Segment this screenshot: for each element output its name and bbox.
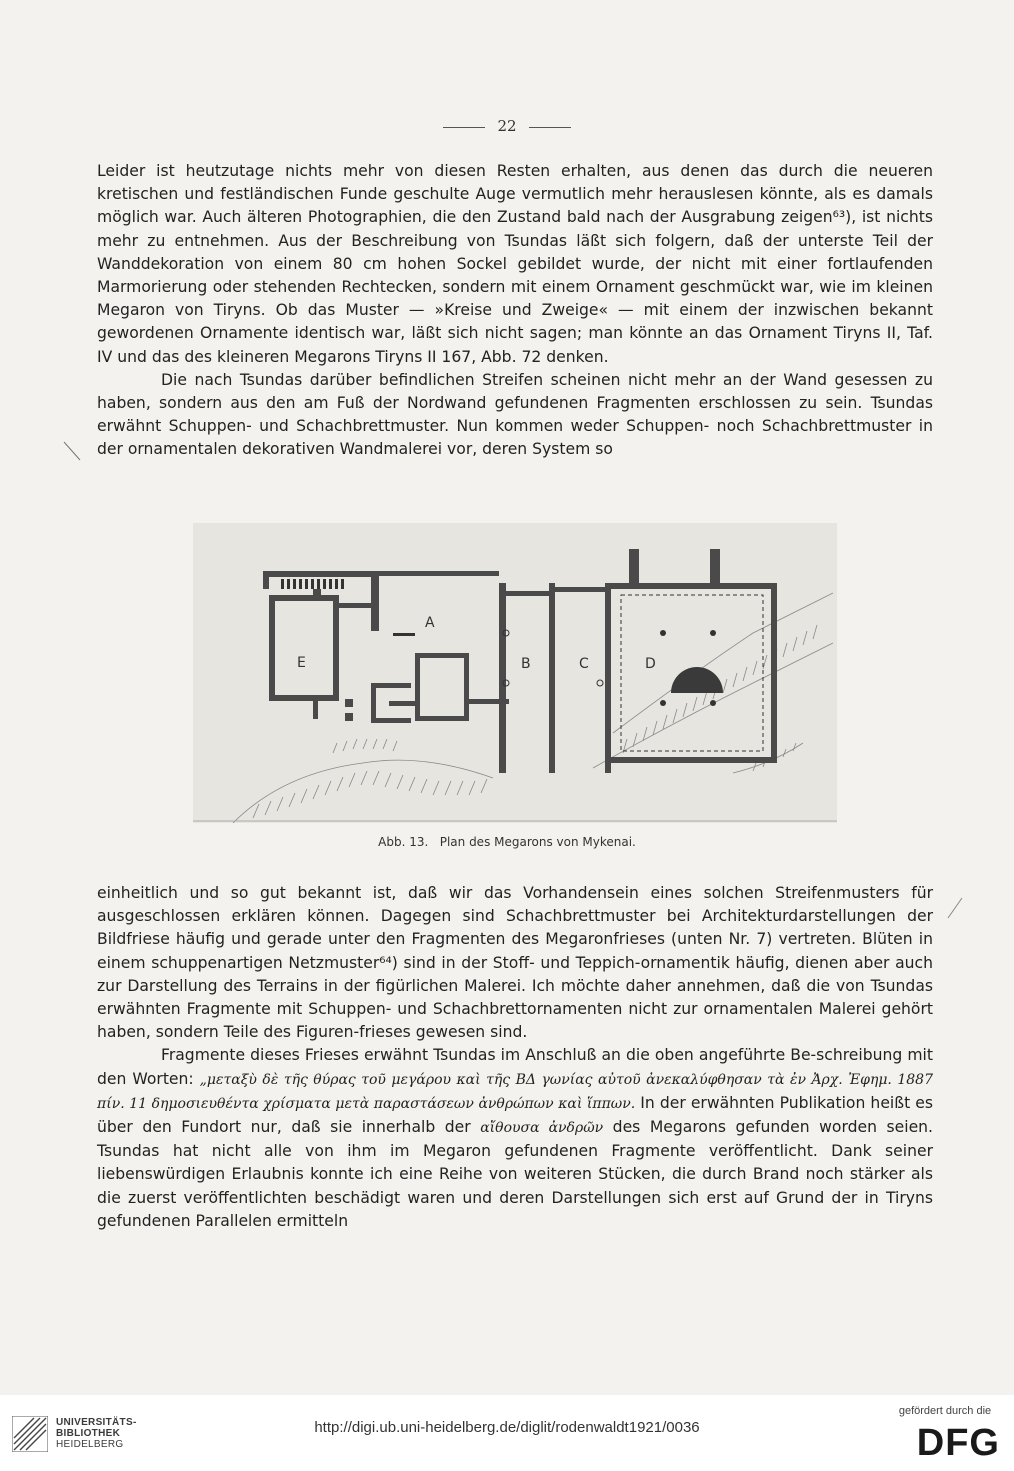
room-label-a: A bbox=[425, 615, 435, 631]
dfg-logo: DFG bbox=[916, 1422, 1000, 1464]
footer-bar bbox=[0, 1395, 1014, 1471]
room-label-b: B bbox=[521, 656, 531, 672]
body-text-top bbox=[97, 160, 933, 462]
column-base bbox=[660, 630, 666, 636]
room-label-d: D bbox=[645, 656, 656, 672]
page-number: 22 bbox=[0, 117, 1014, 135]
paragraph: Die nach Tsundas darüber befindlichen Streifen scheinen nicht mehr an der Wand gesessen zu haben, sondern aus den am Fuß der Nordwand gefundenen Fragmenten erschlossen zu sein. Tsundas erwähnt Schuppen- und Schachbrettmuster. Nun kommen weder Schuppen- noch Schachbrettmuster in der ornamentalen dekorativen Wandmalerei vor, deren System so bbox=[97, 370, 933, 459]
margin-mark bbox=[944, 896, 964, 922]
greek-term: αἴθουσα ἀνδρῶν bbox=[480, 1120, 604, 1137]
room-label-c: C bbox=[579, 656, 589, 672]
megaron-floor-plan bbox=[193, 523, 837, 823]
room-a-mark bbox=[393, 633, 415, 636]
library-name: UNIVERSITÄTS- BIBLIOTHEK HEIDELBERG bbox=[56, 1417, 137, 1450]
column-base bbox=[710, 700, 716, 706]
paragraph: Fragmente dieses Frieses erwähnt Tsundas im Anschluß an die oben angeführte Be-schreibung mit den Worten: „μεταξὺ δὲ τῆς θύρας τοῦ μεγάρου καὶ τῆς ΒΔ γωνίας αὐτοῦ ἀνεκαλύφθησαν τὰ ἐν Ἀρχ. Ἐφημ. 1887 πίν. 11 δημοσιευθέντα χρίσματα μετὰ παραστάσεων ἀνθρώπων καὶ ἵππων. In der erwähnten Publikation heißt es über den Fundort nur, daß sie innerhalb der αἴθουσα ἀνδρῶν des Megarons gefunden worden seien. Tsundas hat nicht alle von ihm im Megaron gefundenen Fragmente veröffentlicht. Dank seiner liebenswürdigen Erlaubnis konnte ich eine Reihe von weiteren Stücken, die durch Brand noch stärker als die zuerst veröffentlichten beschädigt waren und deren Darstellungen sich erst auf Grund der in Tiryns gefundenen Parallelen ermitteln bbox=[97, 1046, 934, 1230]
paragraph: Leider ist heutzutage nichts mehr von diesen Resten erhalten, aus denen das durch die neueren kretischen und festländischen Funde geschulte Auge vermutlich mehr herauslesen könnte, als es damals möglich war. Auch älteren Photographien, die den Zustand bald nach der Ausgrabung zeigen⁶³), ist nichts mehr zu entnehmen. Aus der Beschreibung von Tsundas läßt sich folgern, daß der unterste Teil der Wanddekoration von einem 80 cm hohen Sockel gebildet wurde, der nicht mit einer fortlaufenden Marmorierung oder stehenden Rechtecken, sondern mit einem Ornament geschmückt war, wie im kleinen Megaron von Tiryns. Ob das Muster — »Kreise und Zweige« — mit einem der inzwischen bekannt gewordenen Ornamente identisch war, läßt sich nicht sagen; man könnte an das Ornament Tiryns II, Taf. IV und das des kleineren Megarons Tiryns II 167, Abb. 72 denken. bbox=[97, 162, 933, 366]
funded-by-label: gefördert durch die bbox=[898, 1405, 992, 1417]
greek-quote: „μεταξὺ δὲ τῆς θύρας τοῦ μεγάρου καὶ τῆς ΒΔ γωνίας αὐτοῦ ἀνεκαλύφθησαν τὰ ἐν Ἀρχ. Ἐφημ. 1887 πίν. 11 δημοσιευθέντα χρίσματα μετὰ παραστάσεων ἀνθρώπων καὶ ἵππων. bbox=[97, 1071, 933, 1112]
column-base bbox=[660, 700, 666, 706]
figure-caption: Abb. 13. Plan des Megarons von Mykenai. bbox=[378, 835, 636, 849]
column-base bbox=[710, 630, 716, 636]
paragraph: einheitlich und so gut bekannt ist, daß wir das Vorhandensein eines solchen Streifenmusters für ausgeschlossen erklären können. Dagegen sind Schachbrettmuster bei Architekturdarstellungen der Bildfriese häufig und gerade unter den Fragmenten des Megaronfrieses (unten Nr. 7) vertreten. Blüten in einem schuppenartigen Netzmuster⁶⁴) sind in der Stoff- und Teppich-ornamentik häufig, dienen aber auch zur Darstellung des Terrains in der figürlichen Malerei. Ich möchte daher annehmen, daß die von Tsundas erwähnten Fragmente mit Schuppen- und Schachbrettornamenten nicht zur ornamentalen Malerei gehört haben, sondern Teile des Figuren-frieses gewesen sind. bbox=[97, 884, 933, 1042]
source-url-link[interactable]: http://digi.ub.uni-heidelberg.de/diglit/rodenwaldt1921/0036 bbox=[314, 1419, 700, 1436]
margin-mark bbox=[62, 440, 82, 464]
body-text-bottom bbox=[97, 882, 933, 1233]
room-label-e: E bbox=[297, 655, 306, 671]
